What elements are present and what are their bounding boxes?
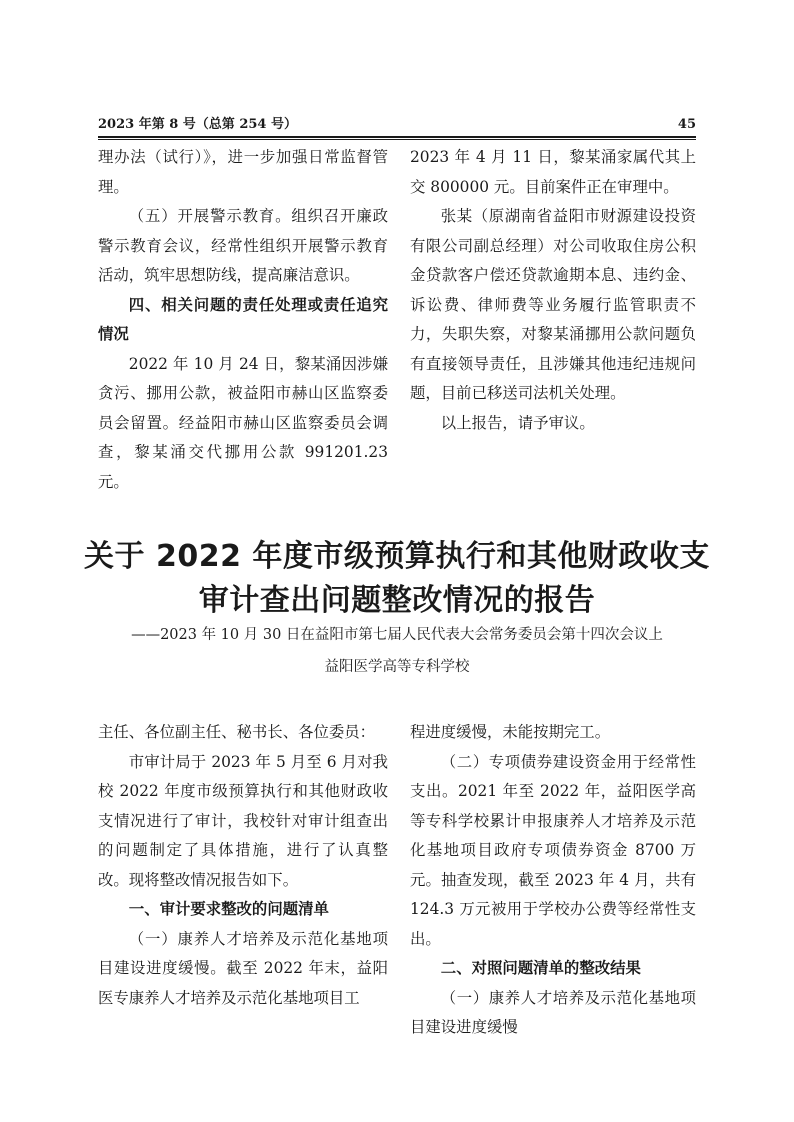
report-author: 益阳医学高等专科学校 xyxy=(324,659,470,675)
salutation: 主任、各位副主任、秘书长、各位委员： xyxy=(98,723,376,741)
paragraph: 2022 年 10 月 24 日，黎某涌因涉嫌贪污、挪用公款，被益阳市赫山区监察委员会留置。经益阳市赫山区监察委员会调查，黎某涌交代挪用公款 991201.23 元。 xyxy=(98,354,388,491)
paragraph: 市审计局于 2023 年 5 月至 6 月对我校 2022 年度市级预算执行和其他财政收支情况进行了审计，我校针对审计组查出的问题制定了具体措施，进行了认真整改。现将整改情况报告如下。 xyxy=(98,752,388,889)
header-rule-thick xyxy=(98,136,696,138)
bottom-right-column xyxy=(410,718,696,1043)
page-header xyxy=(98,115,696,135)
paragraph: （五）开展警示教育。组织召开廉政警示教育会议，经常性组织开展警示教育活动，筑牢思想防线，提高廉洁意识。 xyxy=(98,207,388,284)
paragraph: （一）康养人才培养及示范化基地项目建设进度缓慢。截至 2022 年末，益阳医专康养人才培养及示范化基地项目工 xyxy=(98,929,388,1007)
report-title-line-1: 关于 2022 年度市级预算执行和其他财政收支 xyxy=(84,539,710,574)
paragraph: 程进度缓慢，未能按期完工。 xyxy=(410,723,611,741)
section-heading: 一、审计要求整改的问题清单 xyxy=(128,900,329,918)
top-left-column xyxy=(98,143,388,497)
section-heading: 二、对照问题清单的整改结果 xyxy=(440,959,641,977)
paragraph: 理办法（试行）》，进一步加强日常监督管理。 xyxy=(98,148,388,196)
paragraph: 张某（原湖南省益阳市财源建设投资有限公司副总经理）对公司收取住房公积金贷款客户偿还贷款逾期本息、违约金、诉讼费、律师费等业务履行监管职责不力，失职失察，对黎某涌挪用公款问题负有直接领导责任，且涉嫌其他违纪违规问题，目前已移送司法机关处理。 xyxy=(410,207,696,402)
paragraph: 以上报告，请予审议。 xyxy=(440,413,595,432)
paragraph: （一）康养人才培养及示范化基地项目建设进度缓慢 xyxy=(410,988,696,1036)
page-number: 45 xyxy=(677,117,696,132)
header-rule-thin xyxy=(98,139,696,140)
bottom-left-column xyxy=(98,718,388,1013)
section-heading: 四、相关问题的责任处理或责任追究情况 xyxy=(98,295,388,343)
issue-number: 2023 年第 8 号（总第 254 号） xyxy=(98,117,297,132)
top-right-column xyxy=(410,143,696,438)
paragraph: 2023 年 4 月 11 日，黎某涌家属代其上交 800000 元。目前案件正在审理中。 xyxy=(410,148,696,196)
report-subtitle: ——2023 年 10 月 30 日在益阳市第七届人民代表大会常务委员会第十四次会议上 xyxy=(131,627,663,643)
paragraph: （二）专项债券建设资金用于经常性支出。2021 年至 2022 年，益阳医学高等专科学校累计申报康养人才培养及示范化基地项目政府专项债券资金 8700 万元。抽查发现，截至 2023 年 4 月，共有 124.3 万元被用于学校办公费等经常性支出。 xyxy=(410,752,696,948)
report-title-line-2: 审计查出问题整改情况的报告 xyxy=(198,583,596,618)
